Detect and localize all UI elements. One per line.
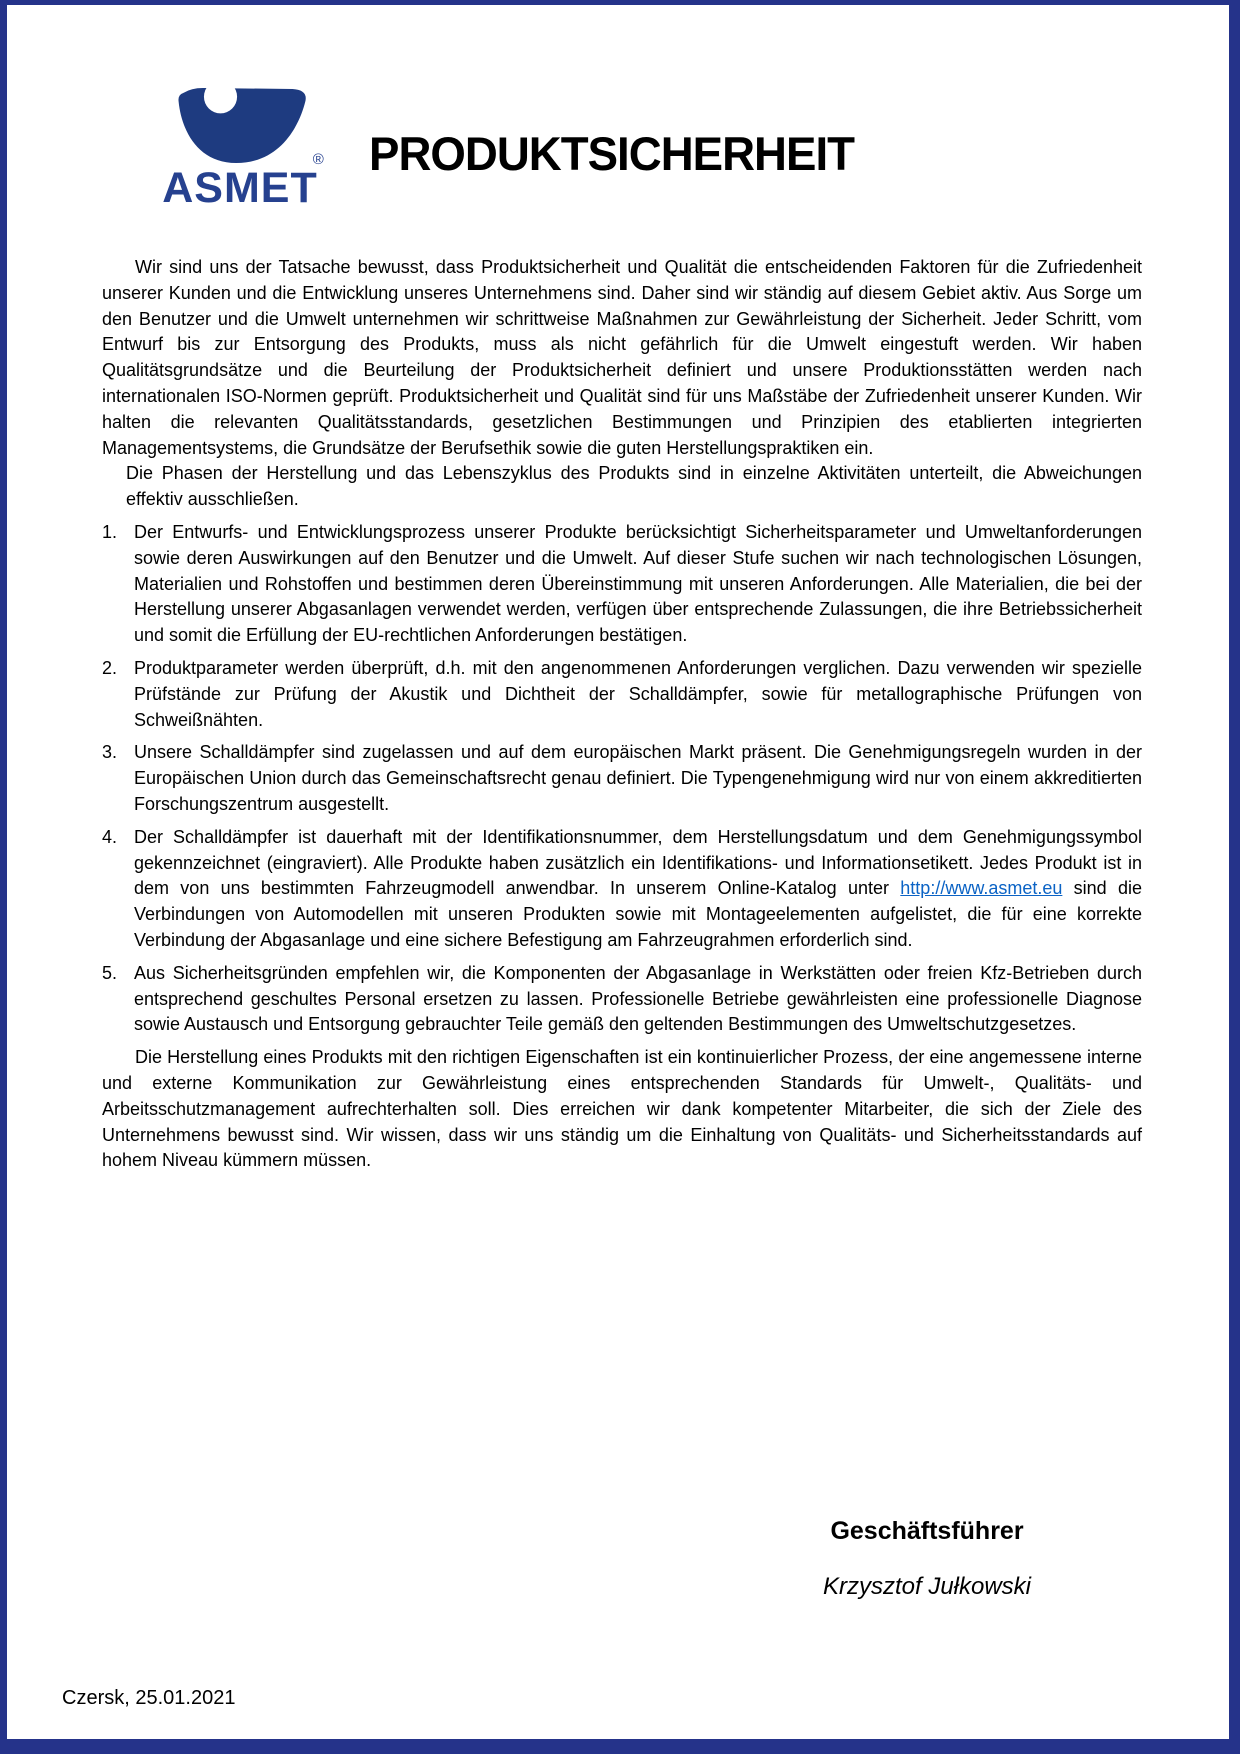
registered-trademark-icon: ®: [312, 151, 324, 168]
logo-brand-label: ASMET: [162, 164, 318, 212]
list-item: [102, 656, 1142, 733]
list-item-text: Unsere Schalldämpfer sind zugelassen und auf dem europäischen Markt präsent. Die Genehmigungsregeln wurden in der Europäischen Union durch das Gemeinschaftsrecht genau definiert. Die Typengenehmigung wird nur von einem akkreditierten Forschungszentrum ausgestellt.: [134, 742, 1142, 814]
list-item-number: 4.: [102, 826, 118, 847]
list-item: [102, 961, 1142, 1038]
asmet-bowl-icon: [171, 88, 309, 164]
list-item-number: 1.: [102, 521, 118, 542]
list-item: [102, 740, 1142, 817]
list-item-text: Der Entwurfs- und Entwicklungsprozess unserer Produkte berücksichtigt Sicherheitsparameter und Umweltanforderungen sowie deren Auswirkungen auf den Benutzer und die Umwelt. Auf dieser Stufe suchen wir nach technologischen Lösungen, Materialien und Rohstoffen und bestimmen deren Übereinstimmung mit unseren Anforderungen. Alle Materialien, die bei der Herstellung unserer Abgasanlagen verwendet werden, verfügen über entsprechende Zulassungen, die ihre Betriebssicherheit und somit die Erfüllung der EU-rechtlichen Anforderungen bestätigen.: [134, 521, 1142, 646]
intro-paragraph: Wir sind uns der Tatsache bewusst, dass Produktsicherheit und Qualität die entscheidenden Faktoren für die Zufriedenheit unserer Kunden und die Entwicklung unseres Unternehmens sind. Daher sind wir ständig auf diesem Gebiet aktiv. Aus Sorge um den Benutzer und die Umwelt unternehmen wir schrittweise Maßnahmen zur Gewährleistung der Sicherheit. Jeder Schritt, vom Entwurf bis zur Entsorgung des Produkts, muss als nicht gefährlich für die Umwelt eingestuft werden. Wir haben Qualitätsgrundsätze und die Beurteilung der Produktsicherheit definiert und unsere Produktionsstätten werden nach internationalen ISO-Normen geprüft. Produktsicherheit und Qualität sind für uns Maßstäbe der Zufriedenheit unserer Kunden. Wir halten die relevanten Qualitätsstandards, gesetzlichen Bestimmungen und Prinzipien des etablierten integrierten Managementsystems, die Grundsätze der Berufsethik sowie die guten Herstellungspraktiken ein.: [102, 257, 1142, 458]
list-item-text: Aus Sicherheitsgründen empfehlen wir, die Komponenten der Abgasanlage in Werkstätten oder freien Kfz-Betrieben durch entsprechend geschultes Personal ersetzen zu lassen. Professionelle Betriebe gewährleisten eine professionelle Diagnose sowie Austausch und Entsorgung gebrauchter Teile gemäß den geltenden Bestimmungen des Umweltschutzgesetzes.: [134, 962, 1142, 1035]
list-item-text-before-link: Der Schalldämpfer ist dauerhaft mit der Identifikationsnummer, dem Herstellungsdatum und dem Genehmigungssymbol gekennzeichnet (eingraviert). Alle Produkte haben zusätzlich ein Identifikations- und Informationsetikett. Jedes Produkt ist in dem von uns bestimmten Fahrzeugmodell anwendbar. In unserem Online-Katalog unter: [134, 826, 1142, 899]
closing-paragraph: Die Herstellung eines Produkts mit den richtigen Eigenschaften ist ein kontinuierlicher Prozess, der eine angemessene interne und externe Kommunikation zur Gewährleistung eines entsprechenden Standards für Umwelt-, Qualitäts- und Arbeitsschutzmanagement aufrechterhalten soll. Dies erreichen wir dank kompetenter Mitarbeiter, die sich der Ziele des Unternehmens bewusst sind. Wir wissen, dass wir uns ständig um die Einhaltung von Qualitäts- und Sicherheitsstandards auf hohem Niveau kümmern müssen.: [102, 1047, 1142, 1171]
list-item-text-after-link: sind die Verbindungen von Automodellen mit unseren Produkten sowie mit Montageelementen aufgelistet, die für eine korrekte Verbindung der Abgasanlage und eine sichere Befestigung am Fahrzeugrahmen erforderlich sind.: [134, 878, 1142, 950]
list-item-number: 2.: [102, 657, 118, 678]
list-item-text: Produktparameter werden überprüft, d.h. mit den angenommenen Anforderungen verglichen. Dazu verwenden wir spezielle Prüfstände zur Prüfung der Akustik und Dichtheit der Schalldämpfer, sowie für metallographische Prüfungen von Schweißnähten.: [134, 657, 1142, 730]
list-item-number: 5.: [102, 962, 118, 983]
list-item-number: 3.: [102, 742, 118, 763]
logo-brand-text: [162, 151, 324, 212]
phases-note-paragraph: Die Phasen der Herstellung und das Lebenszyklus des Produkts sind in einzelne Aktivitäten unterteilt, die Abweichungen effektiv ausschließen.: [126, 463, 1142, 510]
list-item-text: [134, 827, 1142, 950]
page-title: PRODUKTSICHERHEIT: [369, 127, 855, 180]
signature-role: Geschäftsführer: [830, 1517, 1024, 1545]
signature-name: Krzysztof Jułkowski: [822, 1573, 1032, 1600]
list-item: [102, 520, 1142, 649]
asmet-logo: [150, 88, 330, 210]
list-item: [102, 825, 1142, 954]
place-date: Czersk, 25.01.2021: [62, 1687, 236, 1709]
asmet-catalog-link[interactable]: http://www.asmet.eu: [900, 878, 1063, 899]
signature-block: [642, 1517, 1212, 1601]
numbered-list: [102, 520, 1142, 1038]
document-body: [102, 255, 1142, 1174]
